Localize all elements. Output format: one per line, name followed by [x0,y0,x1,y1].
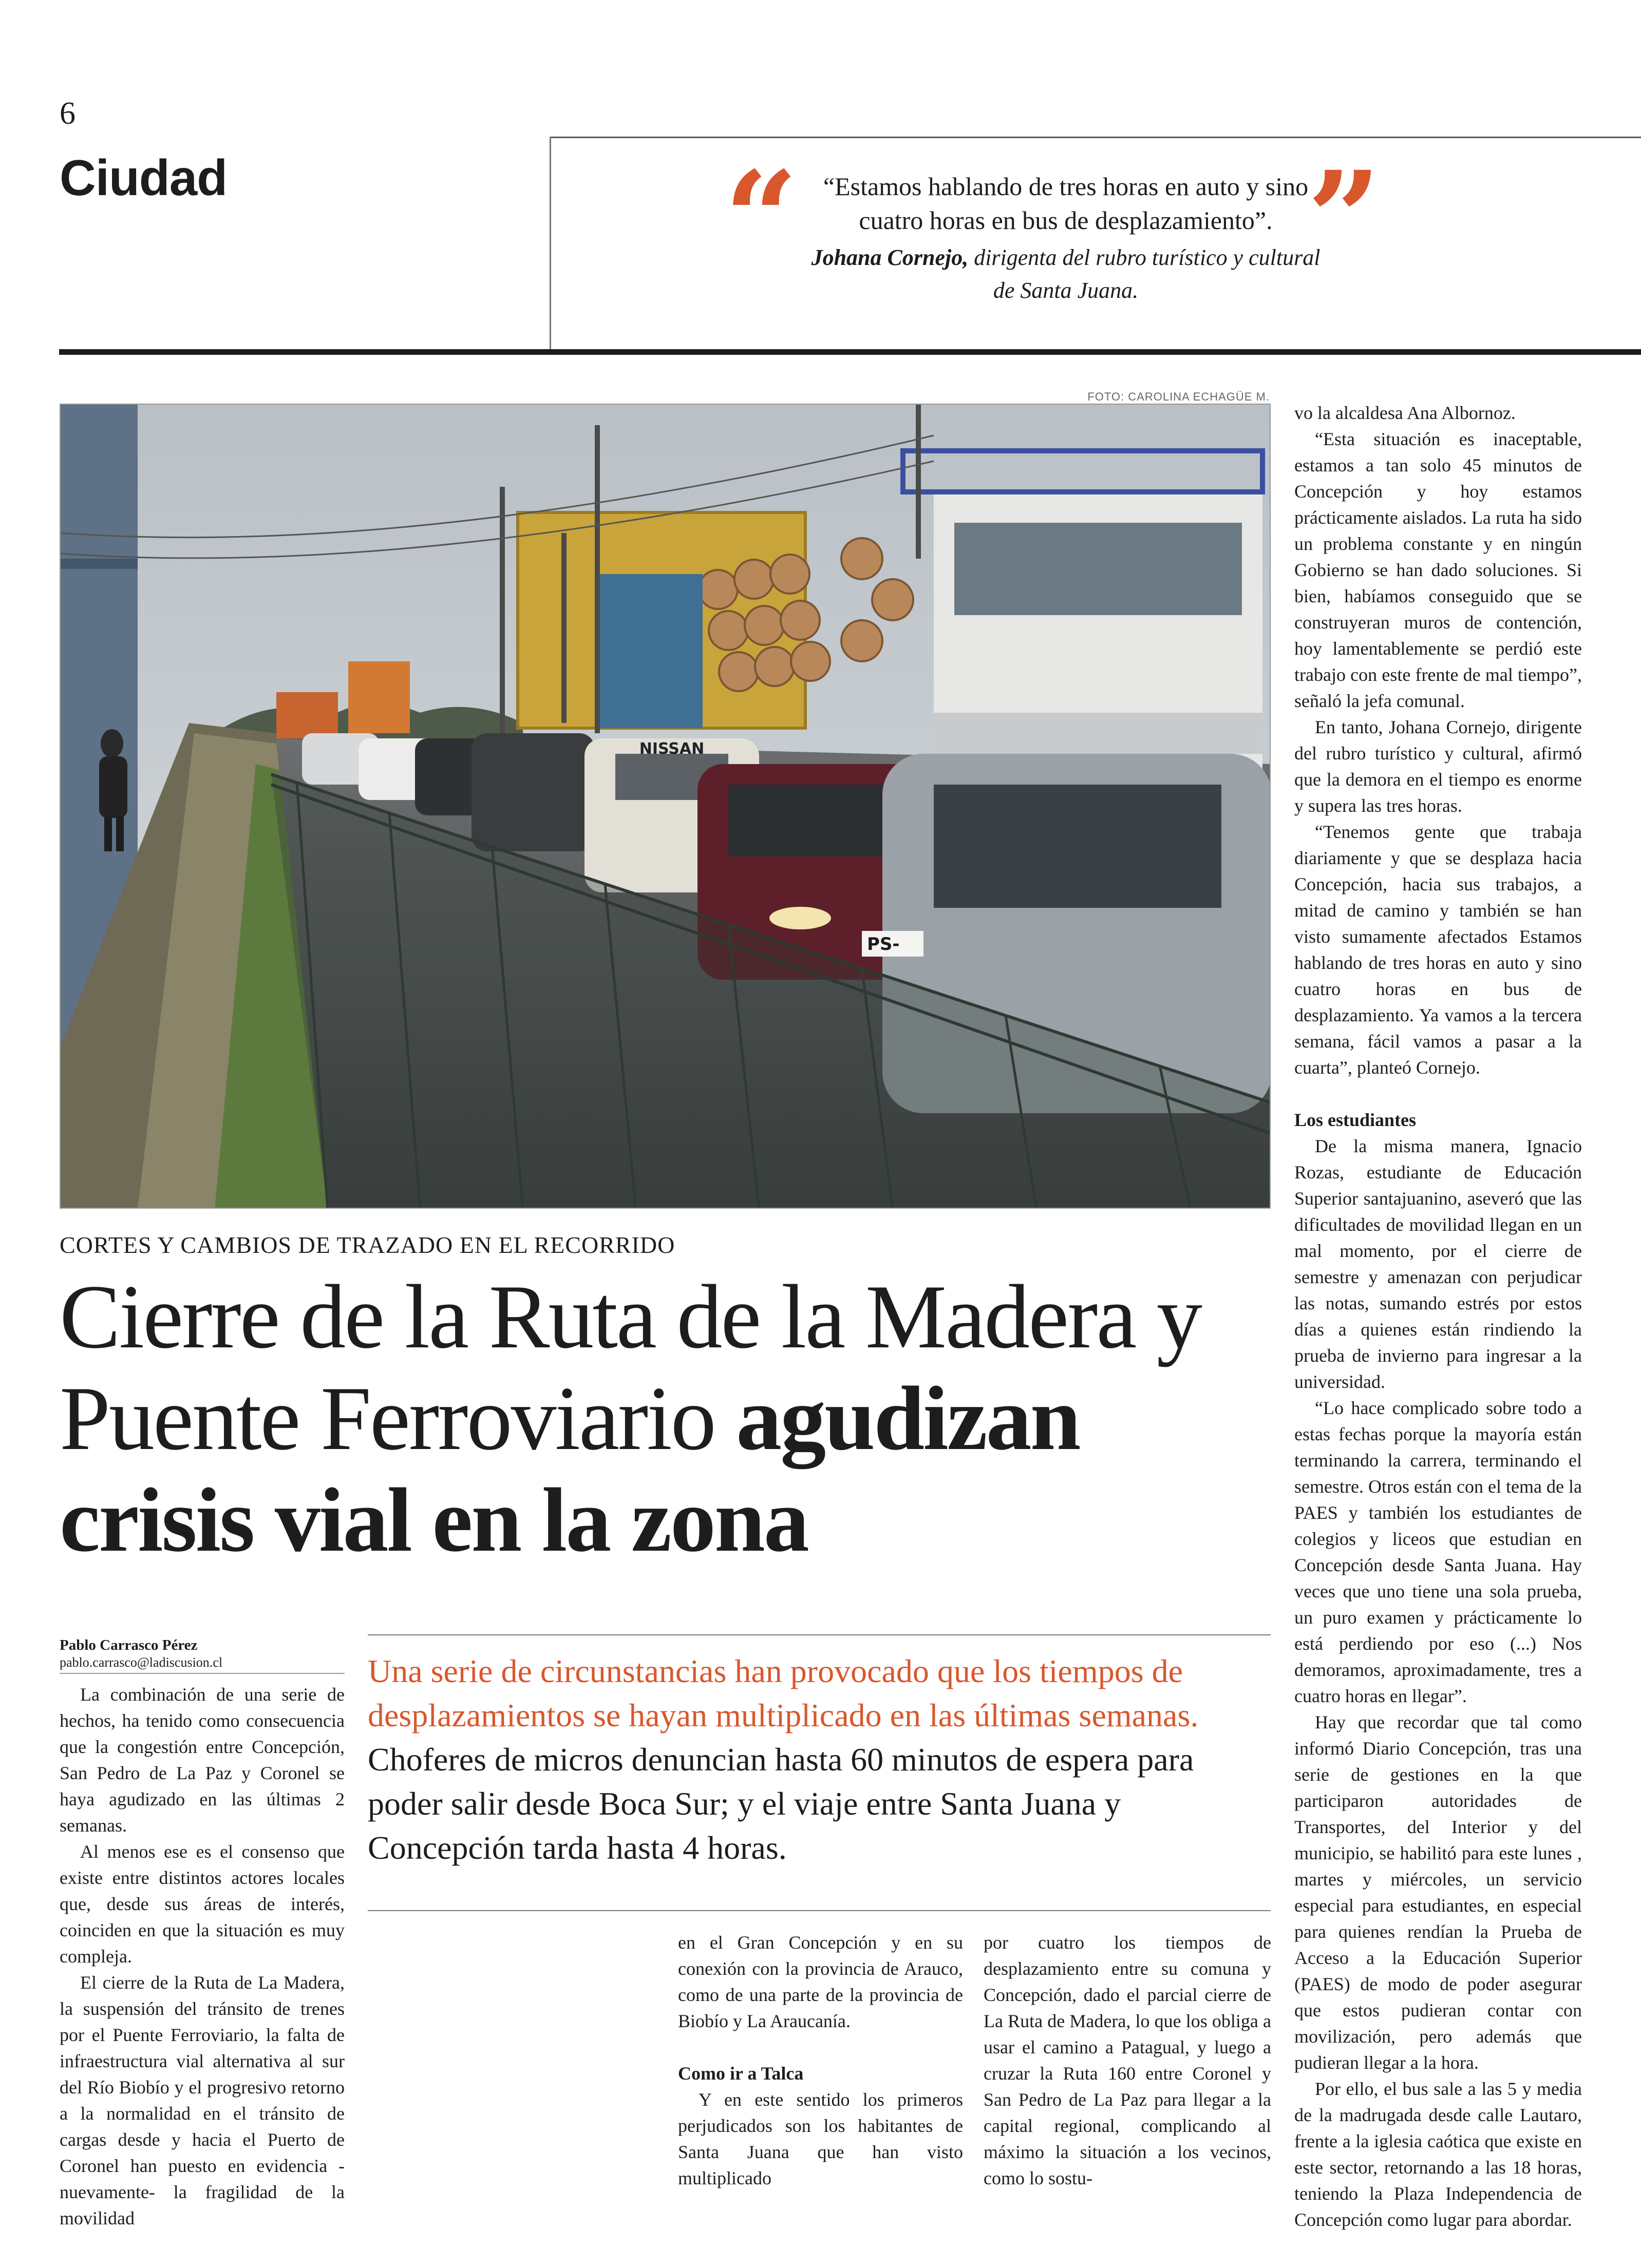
article-kicker: CORTES Y CAMBIOS DE TRAZADO EN EL RECORRIDO [60,1232,675,1258]
byline-email: pablo.carrasco@ladiscusion.cl [60,1655,223,1670]
pull-quote-attribution [809,241,1323,307]
paragraph: “Tenemos gente que trabaja diariamente y que se desplaza hacia Concepción, hacia sus trabajos, a mitad de camino y también se han visto sumamente afectados Estamos hablando de tres horas en auto y sino cuatro horas en bus de desplazamiento. Ya vamos a la tercera semana, fácil vamos a pasar a la cuarta”, planteó Cornejo. [1294,822,1582,1078]
lead-highlight: Una serie de circunstancias han provocado que los tiempos de desplazamientos se hayan multiplicado en las últimas semanas. [368,1653,1199,1733]
header-divider [550,137,551,349]
open-quote-icon: “ [724,143,798,294]
article-headline [60,1266,1282,1571]
header-rule-thin [550,137,1641,138]
subhead-estudiantes: Los estudiantes [1294,1110,1417,1130]
section-title: Ciudad [60,149,228,206]
paragraph: En tanto, Johana Cornejo, dirigente del rubro turístico y cultural, afirmó que la demora en el tiempo es enorme y supera las tres horas. [1294,717,1582,816]
photo-credit: FOTO: CAROLINA ECHAGÜE M. [1087,390,1270,403]
paragraph: “Esta situación es inaceptable, estamos a tan solo 45 minutos de Concepción y hoy estamos prácticamente aislados. La ruta ha sido un problema constante y en ningún Gobierno se han dado soluciones. Si bien, habíamos conseguido que se construyeran muros de contención, hoy lamentablemente se perdió este trabajo con este frente de mal tiempo”, señaló la jefa comunal. [1294,429,1582,711]
headline-bold: agudizan crisis vial en la zona [60,1367,1080,1571]
paragraph: Y en este sentido los primeros perjudicados son los habitantes de Santa Juana que han visto multiplicado [678,2089,963,2188]
article-lead [368,1649,1271,1870]
body-column-3 [984,1930,1271,2191]
lead-rule-top [368,1634,1271,1635]
byline-author: Pablo Carrasco Pérez [60,1637,198,1653]
paragraph: Hay que recordar que tal como informó Diario Concepción, tras una serie de gestiones en la que participaron autoridades de Transportes, del Interior y del municipio, se habilitó para este lunes , martes y miércoles, un servicio especial para estudiantes, en especial para quienes rendían la Prueba de Acceso a la Educación Superior (PAES) de modo de poder asegurar que estos pudieran contar con movilización, pero además que pudieran llegar a la hora. [1294,1712,1582,2073]
paragraph: por cuatro los tiempos de desplazamiento entre su comuna y Concepción, dado el parcial cierre de La Ruta de Madera, lo que los obliga a usar el camino a Patagual, y luego a cruzar la Ruta 160 entre Coronel y San Pedro de La Paz para llegar a la capital regional, complicando al máximo la situación a los vecinos, como lo sostu- [984,1932,1271,2188]
pull-quote-role: dirigenta del rubro turístico y cultural de Santa Juana. [974,245,1321,303]
body-column-2 [678,1930,963,2191]
header-rule-thick [59,349,1641,355]
body-column-1 [60,1682,345,2232]
paragraph: Por ello, el bus sale a las 5 y media de la madrugada desde calle Lautaro, frente a la iglesia caótica que existe en este sector, retornando a las 18 horas, teniendo la Plaza Independencia de Concepción como lugar para abordar. [1294,2079,1582,2230]
paragraph: Al menos ese es el consenso que existe entre distintos actores locales que, desde sus áreas de interés, coinciden en que la situación es muy compleja. [60,1841,345,1967]
pull-quote-author: Johana Cornejo, [811,245,969,270]
traffic-photo [60,404,1271,1209]
byline-rule [60,1673,345,1674]
paragraph: De la misma manera, Ignacio Rozas, estudiante de Educación Superior santajuanino, aseveró que las dificultades de movilidad llegan en un mal momento, por el cierre de semestre y amenazan con perjudicar las notas, sumando estrés por estos días a quienes están rindiendo la prueba de invierno para ingresar a la universidad. [1294,1136,1582,1392]
photo-nissan-label: NISSAN [639,740,705,758]
paragraph: “Lo hace complicado sobre todo a estas fechas porque la mayoría están terminando la carrera, terminando el semestre. Otros están con el tema de la PAES y también los estudiantes de colegios y liceos que estudian en Concepción desde Santa Juana. Hay veces que uno tiene una sola prueba, un puro examen y prácticamente lo está perdiendo por eso (...) Nos demoramos, aproximadamente, tres a cuatro horas en llegar”. [1294,1398,1582,1706]
subhead-como-ir: Como ir a Talca [678,2063,804,2084]
close-quote-icon: ” [1307,143,1381,294]
traffic-photo-illustration [61,405,1271,1209]
paragraph: El cierre de la Ruta de La Madera, la suspensión del tránsito de trenes por el Puente Ferroviario, la falta de infraestructura vial alternativa al sur del Río Biobío y el progresivo retorno a la normalidad en el tránsito de cargas desde y hacia el Puerto de Coronel han puesto en evidencia -nuevamente- la fragilidad de la movilidad [60,1972,345,2228]
photo-plate-label: PS- [867,934,900,955]
body-column-4 [1294,400,1582,2233]
lead-rest: Choferes de micros denuncian hasta 60 minutos de espera para poder salir desde Boca Sur; y el viaje entre Santa Juana y Concepción tarda hasta 4 horas. [368,1741,1194,1866]
paragraph: vo la alcaldesa Ana Albornoz. [1294,403,1516,423]
page-number: 6 [60,96,76,131]
lead-rule-bottom [368,1910,1271,1911]
pull-quote-text: “Estamos hablando de tres horas en auto y sino cuatro horas en bus de desplazamiento”. [823,172,1309,235]
headline-regular: Cierre de la Ruta de la Madera y Puente Ferroviario [60,1266,1201,1469]
paragraph: en el Gran Concepción y en su conexión con la provincia de Arauco, como de una parte de la provincia de Biobío y La Araucanía. [678,1932,963,2031]
paragraph: La combinación de una serie de hechos, ha tenido como consecuencia que la congestión entre Concepción, San Pedro de La Paz y Coronel se haya agudizado en las últimas 2 semanas. [60,1684,345,1836]
